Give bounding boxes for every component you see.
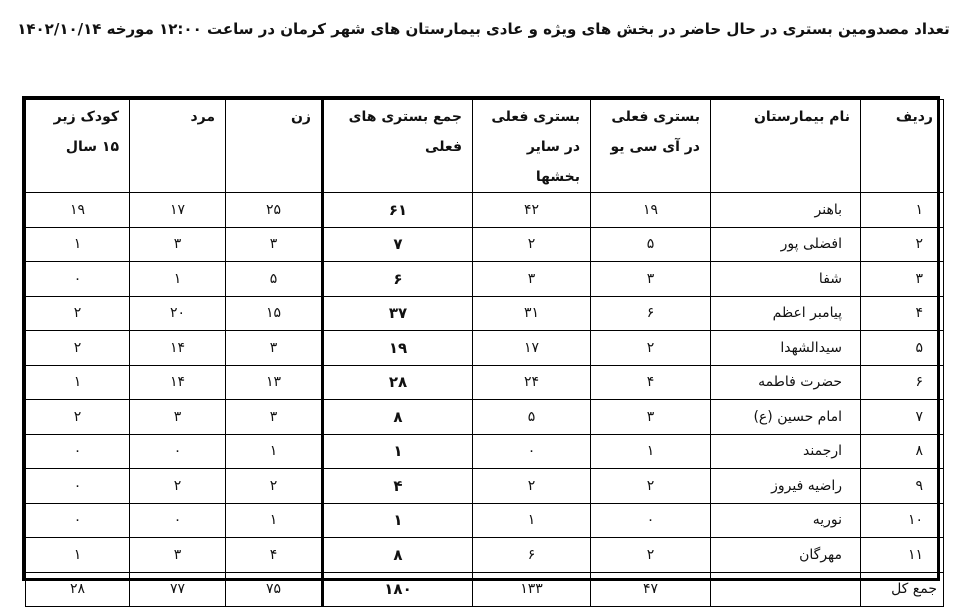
cell-child: ۱	[26, 227, 130, 262]
cell-female: ۳	[226, 331, 323, 366]
cell-icu: ۶	[591, 296, 711, 331]
cell-row-number: ۵	[861, 331, 944, 366]
cell-female: ۱	[226, 503, 323, 538]
cell-total: ۷	[323, 227, 473, 262]
cell-row-number: ۲	[861, 227, 944, 262]
cell-total: ۶۱	[323, 193, 473, 228]
cell-other-wards: ۱	[473, 503, 591, 538]
header-female: زن	[226, 100, 323, 193]
cell-child: ۲	[26, 331, 130, 366]
cell-row-number: ۱۰	[861, 503, 944, 538]
cell-row-number: ۶	[861, 365, 944, 400]
cell-total: ۳۷	[323, 296, 473, 331]
cell-other-wards: ۲	[473, 469, 591, 504]
cell-total: ۲۸	[323, 365, 473, 400]
cell-row-number: ۹	[861, 469, 944, 504]
cell-male: ۳	[130, 227, 226, 262]
table-row	[26, 262, 944, 297]
cell-female: ۱۳	[226, 365, 323, 400]
cell-other-wards: ۶	[473, 538, 591, 573]
hospital-inpatients-table	[25, 99, 944, 607]
header-child-under-15: کودک زیر ۱۵ سال	[26, 100, 130, 193]
cell-child: ۰	[26, 469, 130, 504]
header-icu-inpatients: بستری فعلی در آی سی یو	[591, 100, 711, 193]
table-row	[26, 503, 944, 538]
cell-child: ۲	[26, 296, 130, 331]
cell-female: ۵	[226, 262, 323, 297]
cell-row-number: ۱	[861, 193, 944, 228]
cell-hospital-name: سیدالشهدا	[711, 331, 861, 366]
header-hospital-name: نام بیمارستان	[711, 100, 861, 193]
cell-total: ۴	[323, 469, 473, 504]
cell-hospital-name: امام حسین (ع)	[711, 400, 861, 435]
cell-other-wards: ۳۱	[473, 296, 591, 331]
cell-female: ۲	[226, 469, 323, 504]
cell-female: ۱۵	[226, 296, 323, 331]
cell-hospital-name: باهنر	[711, 193, 861, 228]
cell-icu: ۳	[591, 400, 711, 435]
cell-icu: ۴	[591, 365, 711, 400]
table-row	[26, 469, 944, 504]
cell-icu: ۲	[591, 538, 711, 573]
cell-child: ۱	[26, 538, 130, 573]
cell-other-wards: ۲	[473, 227, 591, 262]
header-male: مرد	[130, 100, 226, 193]
cell-male: ۳	[130, 400, 226, 435]
table-row	[26, 227, 944, 262]
cell-row-number: ۷	[861, 400, 944, 435]
cell-male: ۲	[130, 469, 226, 504]
total-label: جمع کل	[861, 572, 944, 607]
total-male: ۷۷	[130, 572, 226, 607]
cell-child: ۰	[26, 262, 130, 297]
total-child: ۲۸	[26, 572, 130, 607]
cell-other-wards: ۳	[473, 262, 591, 297]
cell-icu: ۳	[591, 262, 711, 297]
cell-row-number: ۸	[861, 434, 944, 469]
cell-hospital-name: نوریه	[711, 503, 861, 538]
cell-other-wards: ۱۷	[473, 331, 591, 366]
table-total-row	[26, 572, 944, 607]
cell-icu: ۱۹	[591, 193, 711, 228]
cell-hospital-name: مهرگان	[711, 538, 861, 573]
cell-hospital-name: افضلی پور	[711, 227, 861, 262]
cell-hospital-name: حضرت فاطمه	[711, 365, 861, 400]
cell-male: ۱۴	[130, 331, 226, 366]
table-row	[26, 538, 944, 573]
cell-icu: ۲	[591, 469, 711, 504]
cell-icu: ۵	[591, 227, 711, 262]
cell-other-wards: ۴۲	[473, 193, 591, 228]
cell-icu: ۱	[591, 434, 711, 469]
table-row	[26, 400, 944, 435]
cell-female: ۳	[226, 227, 323, 262]
cell-male: ۱	[130, 262, 226, 297]
header-total-inpatients: جمع بستری های فعلی	[323, 100, 473, 193]
cell-total: ۱	[323, 503, 473, 538]
cell-hospital-name: پیامبر اعظم	[711, 296, 861, 331]
cell-child: ۱۹	[26, 193, 130, 228]
cell-total: ۸	[323, 400, 473, 435]
cell-child: ۲	[26, 400, 130, 435]
cell-male: ۲۰	[130, 296, 226, 331]
cell-male: ۰	[130, 503, 226, 538]
table-header-row	[26, 100, 944, 193]
total-other-wards: ۱۳۳	[473, 572, 591, 607]
cell-row-number: ۴	[861, 296, 944, 331]
cell-row-number: ۳	[861, 262, 944, 297]
hospital-table-container	[22, 96, 940, 599]
table-body	[26, 193, 944, 607]
cell-total: ۶	[323, 262, 473, 297]
cell-female: ۱	[226, 434, 323, 469]
table-row	[26, 365, 944, 400]
cell-female: ۲۵	[226, 193, 323, 228]
cell-child: ۰	[26, 434, 130, 469]
total-hospital-empty	[711, 572, 861, 607]
cell-male: ۳	[130, 538, 226, 573]
total-all: ۱۸۰	[323, 572, 473, 607]
cell-other-wards: ۰	[473, 434, 591, 469]
cell-icu: ۰	[591, 503, 711, 538]
cell-row-number: ۱۱	[861, 538, 944, 573]
cell-icu: ۲	[591, 331, 711, 366]
table-row	[26, 296, 944, 331]
table-row	[26, 434, 944, 469]
header-row-number: ردیف	[861, 100, 944, 193]
total-female: ۷۵	[226, 572, 323, 607]
cell-child: ۱	[26, 365, 130, 400]
total-icu: ۴۷	[591, 572, 711, 607]
cell-other-wards: ۲۴	[473, 365, 591, 400]
cell-other-wards: ۵	[473, 400, 591, 435]
cell-male: ۱۷	[130, 193, 226, 228]
table-row	[26, 193, 944, 228]
cell-total: ۱	[323, 434, 473, 469]
cell-child: ۰	[26, 503, 130, 538]
cell-total: ۱۹	[323, 331, 473, 366]
page-title: تعداد مصدومین بستری در حال حاضر در بخش های ویژه و عادی بیمارستان های شهر کرمان در ساعت ۱۲:۰۰ مورخه ۱۴۰۲/۱۰/۱۴	[17, 20, 950, 38]
cell-female: ۴	[226, 538, 323, 573]
cell-female: ۳	[226, 400, 323, 435]
table-row	[26, 331, 944, 366]
cell-male: ۱۴	[130, 365, 226, 400]
cell-hospital-name: ارجمند	[711, 434, 861, 469]
cell-hospital-name: شفا	[711, 262, 861, 297]
header-other-wards-inpatients: بستری فعلی در سایر بخشها	[473, 100, 591, 193]
cell-male: ۰	[130, 434, 226, 469]
cell-total: ۸	[323, 538, 473, 573]
cell-hospital-name: راضیه فیروز	[711, 469, 861, 504]
